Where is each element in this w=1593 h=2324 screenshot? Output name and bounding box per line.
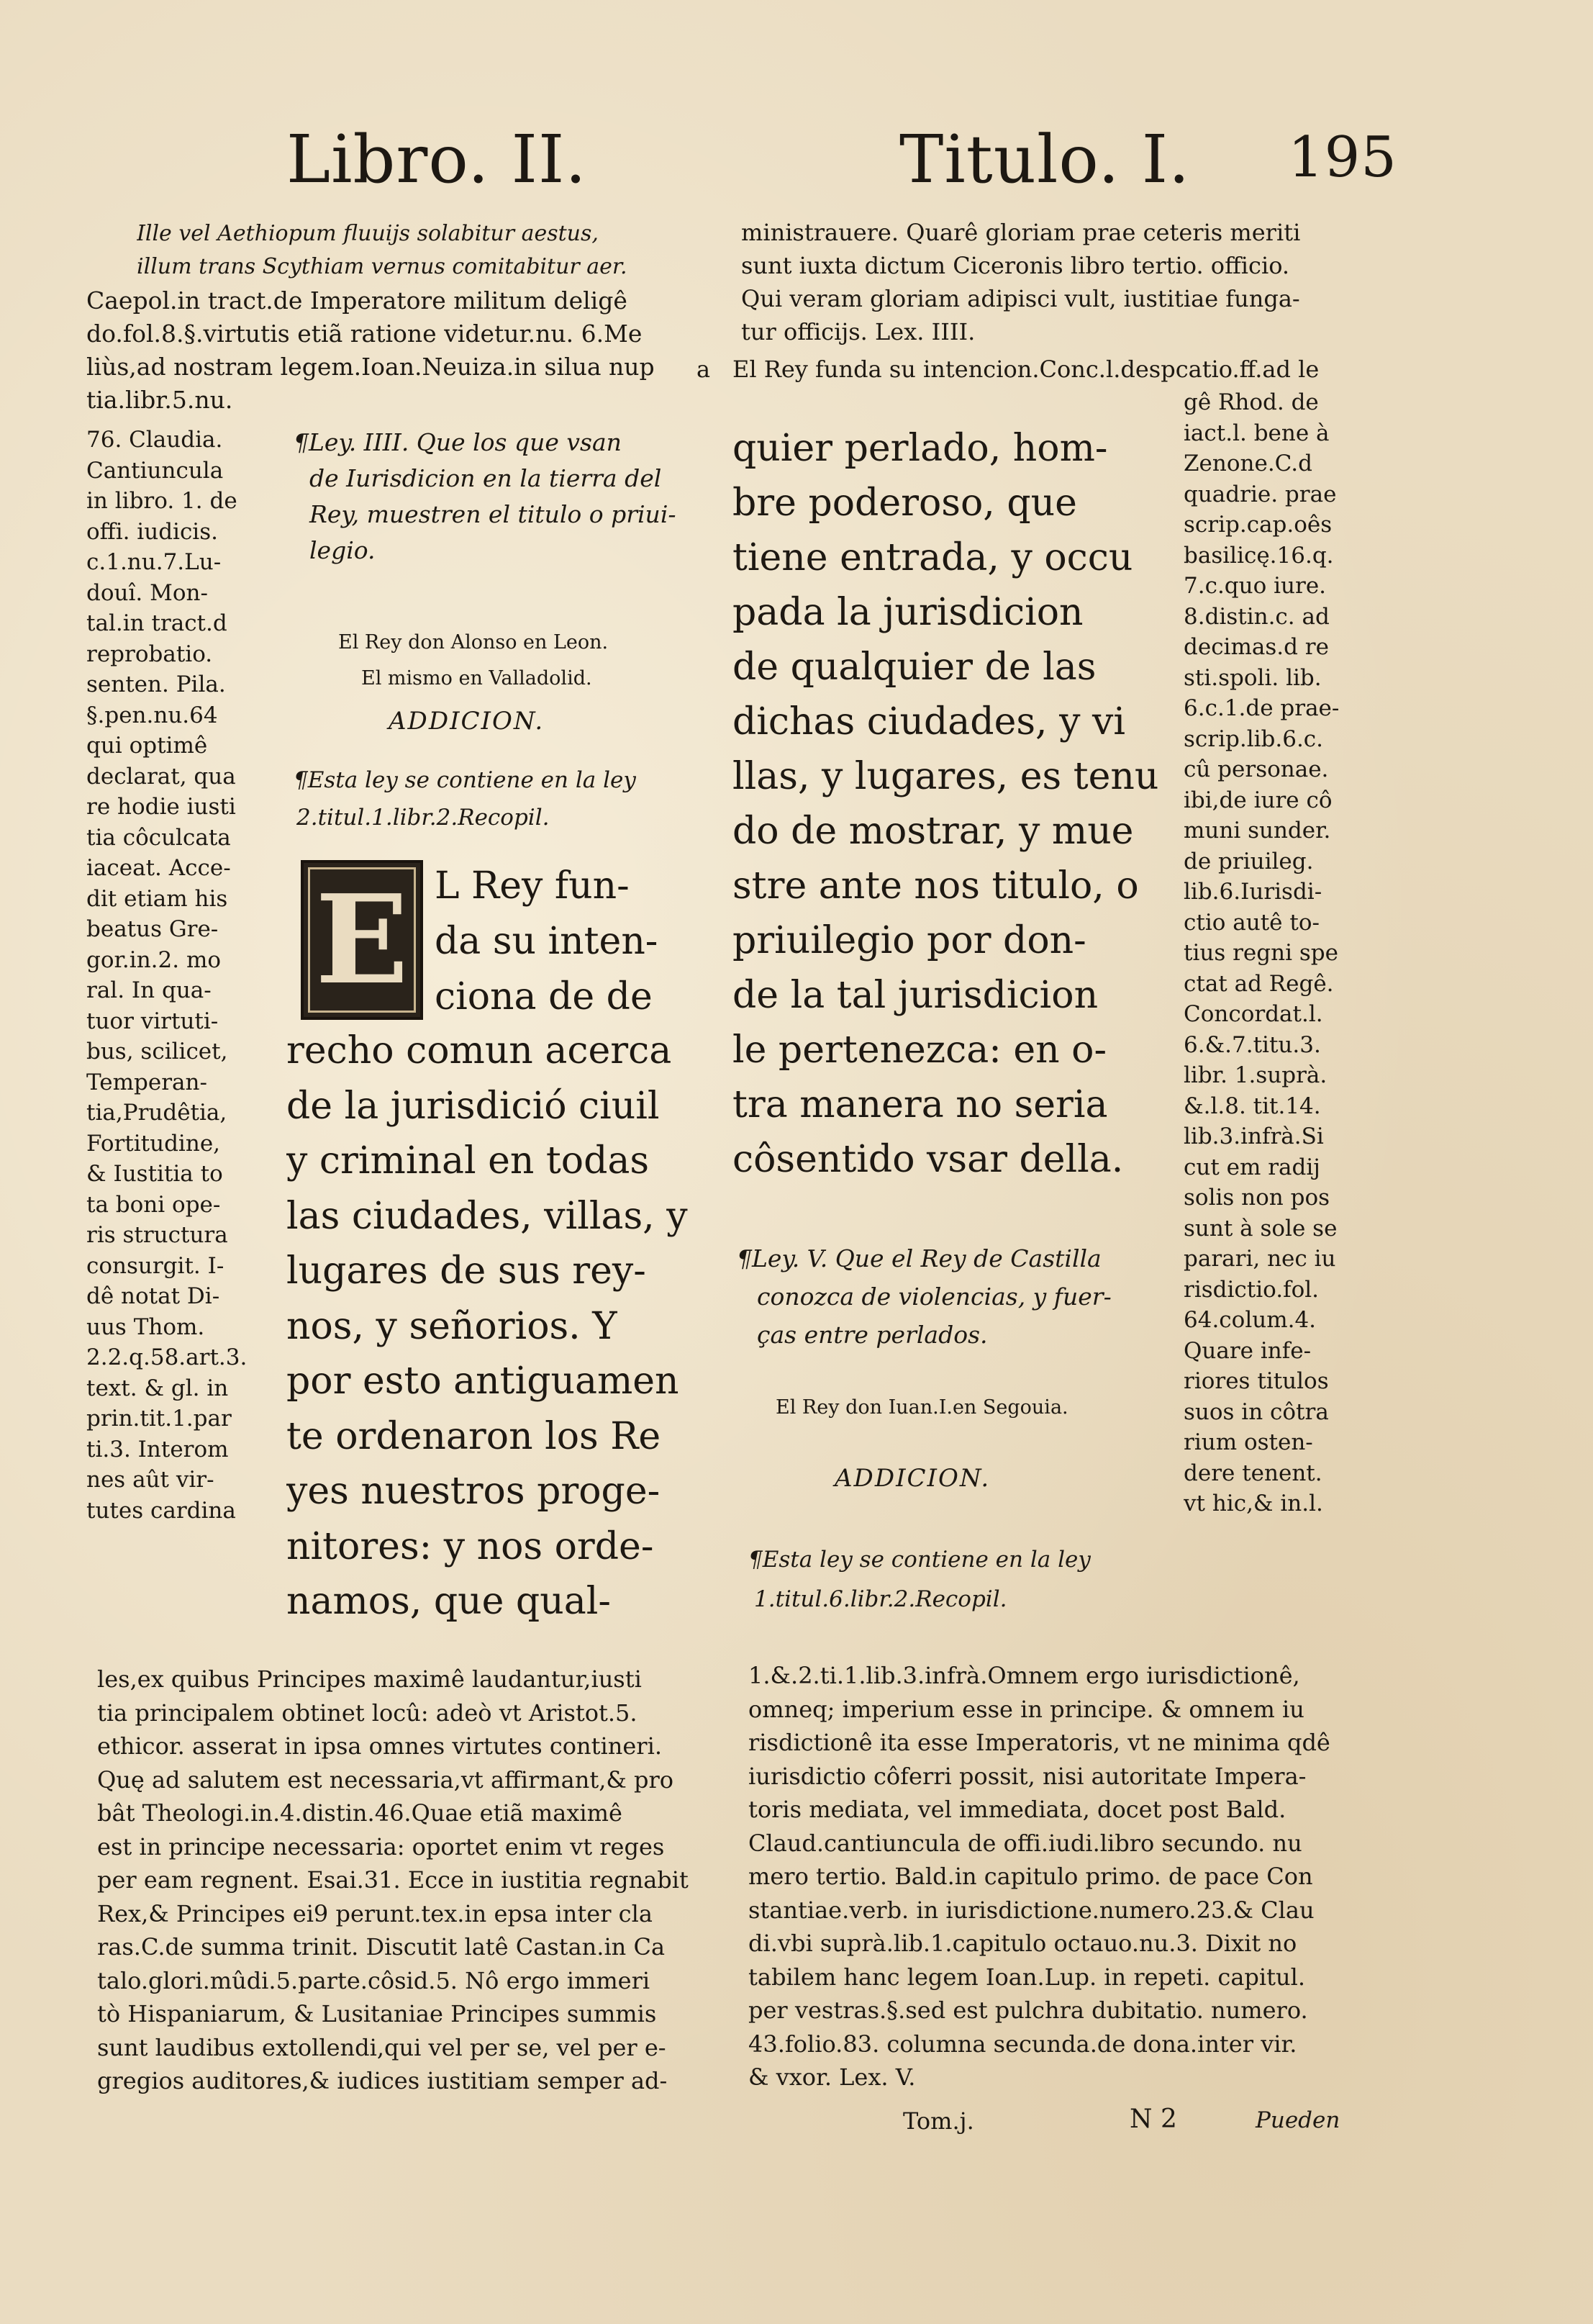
- body-line: te ordenaron los Re: [286, 1414, 661, 1458]
- text-line: di.vbi suprà.lib.1.capitulo octauo.nu.3. Dixit no: [748, 1930, 1297, 1957]
- note-line: iact.l. bene à: [1184, 420, 1330, 446]
- ley5-addicion: [748, 1540, 1091, 1619]
- note-line: 7.c.quo iure.: [1184, 573, 1327, 599]
- decorative-initial: [301, 860, 423, 1020]
- ley4-beside-cap: [435, 859, 658, 1025]
- text-line: ras.C.de summa trinit. Discutit latê Castan.in Ca: [97, 1933, 666, 1961]
- top-verse: [137, 217, 627, 284]
- note-line: decimas.d re: [1184, 634, 1329, 660]
- text-line: Claud.cantiuncula de offi.iudi.libro secundo. nu: [748, 1829, 1302, 1857]
- page-number: 195: [1288, 125, 1397, 190]
- body-line: tiene entrada, y occu: [732, 536, 1133, 579]
- note-line: Quare infe-: [1184, 1337, 1312, 1364]
- addicion-line: 1.titul.6.libr.2.Recopil.: [754, 1586, 1007, 1612]
- body-line: quier perlado, hom-: [732, 427, 1108, 470]
- note-line: 8.distin.c. ad: [1184, 603, 1330, 630]
- note-line: quadrie. prae: [1184, 481, 1337, 507]
- note-line: 6.c.1.de prae-: [1184, 695, 1340, 721]
- body-line: de la tal jurisdicion: [732, 974, 1099, 1017]
- right-top-lines: [741, 216, 1300, 348]
- note-line: Fortitudine,: [86, 1130, 221, 1157]
- note-line: de priuileg.: [1184, 848, 1314, 874]
- body-line: da su inten-: [435, 920, 658, 963]
- note-line: 76. Claudia.: [86, 427, 223, 453]
- body-line: ciona de de: [435, 975, 653, 1018]
- note-line: lib.6.Iurisdi-: [1184, 879, 1322, 905]
- note-line: cut em radij: [1184, 1154, 1320, 1180]
- running-head-book: Libro. II.: [286, 121, 587, 198]
- heading-line: ças entre perlados.: [757, 1321, 988, 1349]
- addicion-line: ¶Esta ley se contiene en la ley: [748, 1547, 1091, 1573]
- note-line: tutes cardina: [86, 1497, 236, 1524]
- text-line: & vxor. Lex. V.: [748, 2063, 916, 2091]
- note-line: &.l.8. tit.14.: [1184, 1093, 1321, 1119]
- note-line: Zenone.C.d: [1184, 451, 1312, 476]
- text-line: iurisdictio côferri possit, nisi autoritate Impera-: [748, 1762, 1307, 1790]
- verse-line: Ille vel Aethiopum fluuijs solabitur aestus,: [137, 221, 599, 246]
- text-line: ministrauere. Quarê gloriam prae ceteris meriti: [741, 219, 1301, 246]
- note-line: douî. Mon-: [86, 579, 208, 606]
- right-note-line: El Rey funda su intencion.Conc.l.despcatio.ff.ad le: [732, 356, 1320, 383]
- note-line: declarat, qua: [86, 763, 236, 790]
- note-line: libr. 1.suprà.: [1184, 1062, 1328, 1088]
- note-line: iaceat. Acce-: [86, 855, 231, 881]
- note-line: basilicę.16.q.: [1184, 542, 1334, 569]
- verse-line: illum trans Scythiam vernus comitabitur aer.: [137, 254, 627, 279]
- note-line: dit etiam his: [86, 885, 228, 912]
- note-line: 6.&.7.titu.3.: [1184, 1031, 1321, 1058]
- note-line: ral. In qua-: [86, 977, 212, 1003]
- note-line: tal.in tract.d: [86, 610, 227, 636]
- note-line: riores titulos: [1184, 1368, 1329, 1394]
- heading-line: ¶Ley. V. Que el Rey de Castilla: [737, 1244, 1102, 1272]
- note-line: scrip.lib.6.c.: [1184, 725, 1324, 752]
- margin-reference-letter: a: [696, 356, 711, 383]
- note-line: Cantiuncula: [86, 457, 224, 484]
- note-line: 2.2.q.58.art.3.: [86, 1344, 248, 1370]
- body-line: nos, y señorios. Y: [286, 1304, 617, 1348]
- heading-line: Rey, muestren el titulo o priui-: [309, 500, 676, 528]
- text-line: sunt iuxta dictum Ciceronis libro tertio. officio.: [741, 252, 1290, 279]
- source-line: El mismo en Valladolid.: [361, 667, 592, 689]
- note-line: tia côculcata: [86, 824, 231, 851]
- note-line: vt hic,& in.l.: [1184, 1491, 1323, 1516]
- note-line: re hodie iusti: [86, 794, 236, 820]
- note-line: suos in côtra: [1184, 1398, 1329, 1425]
- body-line: lugares de sus rey-: [286, 1249, 646, 1293]
- ley5-heading: [737, 1239, 1112, 1354]
- note-line: muni sunder.: [1184, 818, 1331, 844]
- initial-letter: E: [308, 867, 416, 1013]
- note-line: text. & gl. in: [86, 1375, 229, 1401]
- note-line: Temperan-: [86, 1069, 207, 1095]
- heading-line: conozca de violencias, y fuer-: [757, 1283, 1112, 1311]
- note-line: tius regni spe: [1184, 940, 1338, 966]
- heading-line: ¶Ley. IIII. Que los que vsan: [294, 428, 622, 456]
- ley4-sources: [338, 625, 608, 697]
- body-line: y criminal en todas: [286, 1139, 650, 1183]
- text-line: Rex,& Principes ei9 perunt.tex.in epsa inter cla: [97, 1899, 653, 1927]
- left-margin-note: [86, 425, 266, 1526]
- text-line: les,ex quibus Principes maximê laudantur,iusti: [97, 1665, 642, 1693]
- body-line: do de mostrar, y mue: [732, 810, 1134, 853]
- note-line: reprobatio.: [86, 641, 213, 667]
- body-line: pada la jurisdicion: [732, 591, 1084, 634]
- addicion-label-2: ADDICION.: [835, 1464, 991, 1493]
- text-line: do.fol.8.§.virtutis etiã ratione videtur.nu. 6.Me: [86, 320, 643, 348]
- note-line: lib.3.infrà.Si: [1184, 1123, 1324, 1149]
- text-line: sunt laudibus extollendi,qui vel per se, vel per e-: [97, 2033, 666, 2061]
- note-line: dere tenent.: [1184, 1460, 1322, 1486]
- note-line: sti.spoli. lib.: [1184, 664, 1322, 691]
- note-line: solis non pos: [1184, 1185, 1330, 1211]
- note-line: ctat ad Regê.: [1184, 970, 1334, 997]
- note-line: cû personae.: [1184, 756, 1329, 782]
- text-line: Qui veram gloriam adipisci vult, iustitiae funga-: [741, 285, 1300, 312]
- right-bottom-lines: [748, 1659, 1330, 2094]
- right-margin-note: [1184, 387, 1371, 1519]
- note-line: tia,Prudêtia,: [86, 1100, 227, 1126]
- note-line: consurgit. I-: [86, 1252, 224, 1279]
- note-line: gor.in.2. mo: [86, 946, 221, 973]
- text-line: liùs,ad nostram legem.Ioan.Neuiza.in silua nup: [86, 353, 655, 381]
- note-line: uus Thom.: [86, 1314, 205, 1340]
- left-bottom-lines: [97, 1663, 689, 2098]
- note-line: Concordat.l.: [1184, 1001, 1323, 1027]
- note-line: scrip.cap.oês: [1184, 512, 1333, 538]
- ley4-heading: [294, 425, 676, 569]
- note-line: 64.colum.4.: [1184, 1307, 1317, 1333]
- body-line: yes nuestros proge-: [286, 1470, 661, 1513]
- body-line: stre ante nos titulo, o: [732, 864, 1139, 908]
- note-line: ibi,de iure cô: [1184, 787, 1333, 813]
- source-line: El Rey don Alonso en Leon.: [338, 631, 609, 654]
- heading-line: legio.: [309, 536, 376, 564]
- note-line: risdictio.fol.: [1184, 1276, 1320, 1303]
- footer-catchword: Pueden: [1256, 2107, 1340, 2133]
- note-line: nes aût vir-: [86, 1467, 214, 1493]
- note-line: ctio autê to-: [1184, 909, 1320, 936]
- note-line: offi. iudicis.: [86, 518, 218, 545]
- note-line: qui optimê: [86, 733, 208, 759]
- addicion-line: ¶Esta ley se contiene en la ley: [294, 767, 636, 793]
- text-line: toris mediata, vel immediata, docet post Bald.: [748, 1796, 1286, 1823]
- text-line: per eam regnent. Esai.31. Ecce in iustitia regnabit: [97, 1866, 689, 1894]
- note-line: beatus Gre-: [86, 916, 219, 942]
- ley4-body: [286, 1023, 688, 1629]
- note-line: tuor virtuti-: [86, 1008, 219, 1034]
- heading-line: de Iurisdicion en la tierra del: [309, 464, 662, 492]
- text-line: mero tertio. Bald.in capitulo primo. de pace Con: [748, 1863, 1313, 1890]
- note-line: ris structura: [86, 1222, 228, 1248]
- left-full-lines: [86, 284, 655, 417]
- note-line: sunt à sole se: [1184, 1215, 1338, 1242]
- body-line: de qualquier de las: [732, 646, 1097, 689]
- note-line: prin.tit.1.par: [86, 1406, 232, 1432]
- text-line: tò Hispaniarum, & Lusitaniae Principes summis: [97, 2000, 657, 2027]
- text-line: est in principe necessaria: oportet enim vt reges: [97, 1832, 665, 1860]
- text-line: omneq; imperium esse in principe. & omnem iu: [748, 1695, 1304, 1723]
- text-line: tabilem hanc legem Ioan.Lup. in repeti. capitul.: [748, 1963, 1305, 1991]
- text-line: 1.&.2.ti.1.lib.3.infrà.Omnem ergo iurisdictionê,: [748, 1662, 1300, 1689]
- body-line: L Rey fun-: [435, 864, 630, 908]
- body-line: recho comun acerca: [286, 1029, 672, 1072]
- text-line: tia principalem obtinet locû: adeò vt Aristot.5.: [97, 1699, 637, 1727]
- note-line: c.1.nu.7.Lu-: [86, 549, 222, 575]
- note-line: dê notat Di-: [86, 1283, 220, 1309]
- note-line: rium osten-: [1184, 1429, 1313, 1455]
- note-line: parari, nec iu: [1184, 1246, 1336, 1272]
- text-line: tur officijs. Lex. IIII.: [741, 318, 976, 345]
- addicion-line: 2.titul.1.libr.2.Recopil.: [296, 805, 550, 831]
- note-line: in libro. 1. de: [86, 488, 237, 514]
- body-line: le pertenezca: en o-: [732, 1028, 1107, 1072]
- note-line: & Iustitia to: [86, 1161, 223, 1187]
- running-head-title: Titulo. I.: [899, 121, 1191, 198]
- text-line: tia.libr.5.nu.: [86, 386, 233, 414]
- text-line: gregios auditores,& iudices iustitiam semper ad-: [97, 2067, 668, 2094]
- footer-signature: N 2: [1130, 2104, 1177, 2134]
- ley4-addicion: [294, 761, 636, 836]
- text-line: Quę ad salutem est necessaria,vt affirmant,& pro: [97, 1765, 674, 1794]
- text-line: talo.glori.mûdi.5.parte.côsid.5. Nô ergo immeri: [97, 1966, 650, 1994]
- body-line: dichas ciudades, y vi: [732, 700, 1125, 743]
- body-line: de la jurisdició ciuil: [286, 1084, 660, 1128]
- addicion-label: ADDICION.: [389, 707, 545, 736]
- footer-tome: Tom.j.: [903, 2107, 974, 2135]
- body-line: namos, que qual-: [286, 1580, 611, 1623]
- body-line: llas, y lugares, es tenu: [732, 755, 1159, 798]
- note-line: §.pen.nu.64: [86, 702, 218, 728]
- text-line: ethicor. asserat in ipsa omnes virtutes contineri.: [97, 1732, 662, 1760]
- text-line: bât Theologi.in.4.distin.46.Quae etiã maximê: [97, 1799, 622, 1827]
- text-line: per vestras.§.sed est pulchra dubitatio. numero.: [748, 1997, 1308, 2024]
- body-line: las ciudades, villas, y: [286, 1194, 688, 1238]
- body-line: côsentido vsar della.: [732, 1138, 1124, 1181]
- text-line: stantiae.verb. in iurisdictione.numero.23.& Clau: [748, 1896, 1315, 1924]
- note-line: ti.3. Interom: [86, 1436, 229, 1462]
- note-line: bus, scilicet,: [86, 1039, 228, 1064]
- note-line: gê Rhod. de: [1184, 389, 1319, 415]
- body-line: bre poderoso, que: [732, 481, 1077, 525]
- text-line: 43.folio.83. columna secunda.de dona.inter vir.: [748, 2030, 1297, 2058]
- body-line: tra manera no seria: [732, 1083, 1108, 1126]
- ley4-continuation: [732, 421, 1158, 1187]
- note-line: ta boni ope-: [86, 1191, 221, 1218]
- body-line: nitores: y nos orde-: [286, 1524, 654, 1568]
- text-line: risdictionê ita esse Imperatoris, vt ne minima qdê: [748, 1729, 1330, 1756]
- body-line: por esto antiguamen: [286, 1360, 679, 1403]
- body-line: priuilegio por don-: [732, 919, 1086, 962]
- ley5-source: El Rey don Iuan.I.en Segouia.: [776, 1396, 1068, 1419]
- text-line: Caepol.in tract.de Imperatore militum deligê: [86, 286, 627, 315]
- note-line: senten. Pila.: [86, 672, 226, 697]
